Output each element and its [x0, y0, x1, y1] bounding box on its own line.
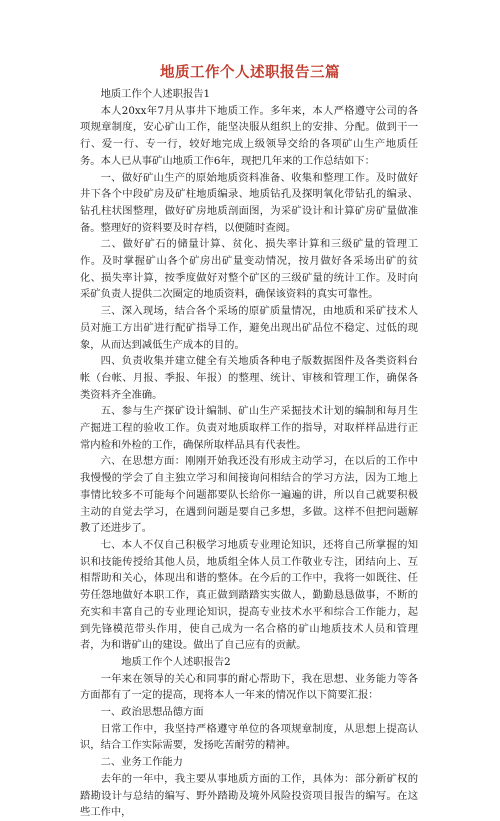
paragraph: 三、深入现场，结合各个采场的原矿质量情况，由地质和采矿技术人员对施工方出矿进行配矿指导工作，避免出现出矿品位不稳定、过低的现象，从而达到减低生产成本的目的。	[80, 305, 418, 351]
paragraph: 一、做好矿山生产的原始地质资料准备、收集和整理工作。及时做好井下各个中段矿房及矿柱地质编录、地质钻孔及探明氧化带钻孔的编录、钻孔柱状图整理，做好矿房地质剖面图，为采矿设计和计算矿房矿量做准备。整理好的资料要及时存档，以便随时查阅。	[80, 171, 418, 234]
section-heading: 地质工作个人述职报告2	[121, 655, 231, 668]
paragraph: 七、本人不仅自己积极学习地质专业理论知识，还将自己所掌握的知识和技能传授给其他人员，地质组全体人员工作敬业专注，团结向上、互相帮助和关心，体现出和谐的整体。在今后的工作中，我将一如既往、任劳任怨地做好本职工作，真正做到踏踏实实做人，勤勤恳恳做事，不断的充实和丰富自己的专业理论知识，提高专业技术水平和综合工作能力，起到先锋模范带头作用，使自己成为一名合格的矿山地质技术人员和管理者，为和谐矿山的建设。做出了自己应有的贡献。	[80, 538, 418, 652]
paragraph: 一、政治思想品德方面	[100, 706, 204, 719]
paragraph: 五、参与生产探矿设计编制、矿山生产采掘技术计划的编制和每月生产掘进工程的验收工作。负责对地质取样工作的指导，对取样样品进行正常内检和外检的工作，确保所取样品具有代表性。	[80, 405, 418, 451]
paragraph: 二、做好矿石的储量计算、贫化、损失率计算和三级矿量的管理工作。及时掌握矿山各个矿房出矿量变动情况，按月做好各采场出矿的贫化、损失率计算，按季度做好对整个矿区的三级矿量的统计工作。及时向采矿负责人提供二次圈定的地质资料，确保该资料的真实可靠性。	[80, 238, 418, 301]
paragraph: 去年的一年中，我主要从事地质方面的工作，具体为：部分新矿权的踏勘设计与总结的编写、野外踏勘及境外风险投资项目报告的编写。在这些工作中，	[80, 772, 418, 819]
document-title: 地质工作个人述职报告三篇	[160, 65, 340, 81]
paragraph: 二、业务工作能力	[100, 756, 183, 769]
paragraph: 本人20xx年7月从事井下地质工作。多年来，本人严格遵守公司的各项规章制度，安心矿山工作，能坚决服从组织上的安排、分配。做到干一行、爱一行、专一行，较好地完成上级领导交给的各项矿山生产地质任务。本人已从事矿山地质工作6年，现把几年来的工作总结如下：	[80, 104, 418, 167]
document-body	[80, 86, 418, 821]
paragraph: 日常工作中，我坚持严格遵守单位的各项规章制度，从思想上提高认识，结合工作实际需要，发扬吃苦耐劳的精神。	[80, 722, 418, 752]
paragraph: 六、在思想方面：刚刚开始我还没有形成主动学习，在以后的工作中我慢慢的学会了自主独立学习和间接询问相结合的学习方法，因为工地上事情比较多不可能每个问题都要队长给你一遍遍的讲，所以自己就要积极主动的自觉去学习，在遇到问题是要自己多想，多做。这样不但把问题解教了还进步了。	[80, 455, 418, 535]
section-heading: 地质工作个人述职报告1	[100, 88, 211, 100]
paragraph: 一年来在领导的关心和同事的耐心帮助下，我在思想、业务能力等各方面都有了一定的提高，现将本人一年来的情况作以下简要汇报：	[80, 672, 418, 702]
paragraph: 四、负责收集并建立健全有关地质各种电子版数据图件及各类资料台帐（台帐、月报、季报、年报）的整理、统计、审核和管理工作，确保各类资料齐全准确。	[80, 355, 418, 401]
